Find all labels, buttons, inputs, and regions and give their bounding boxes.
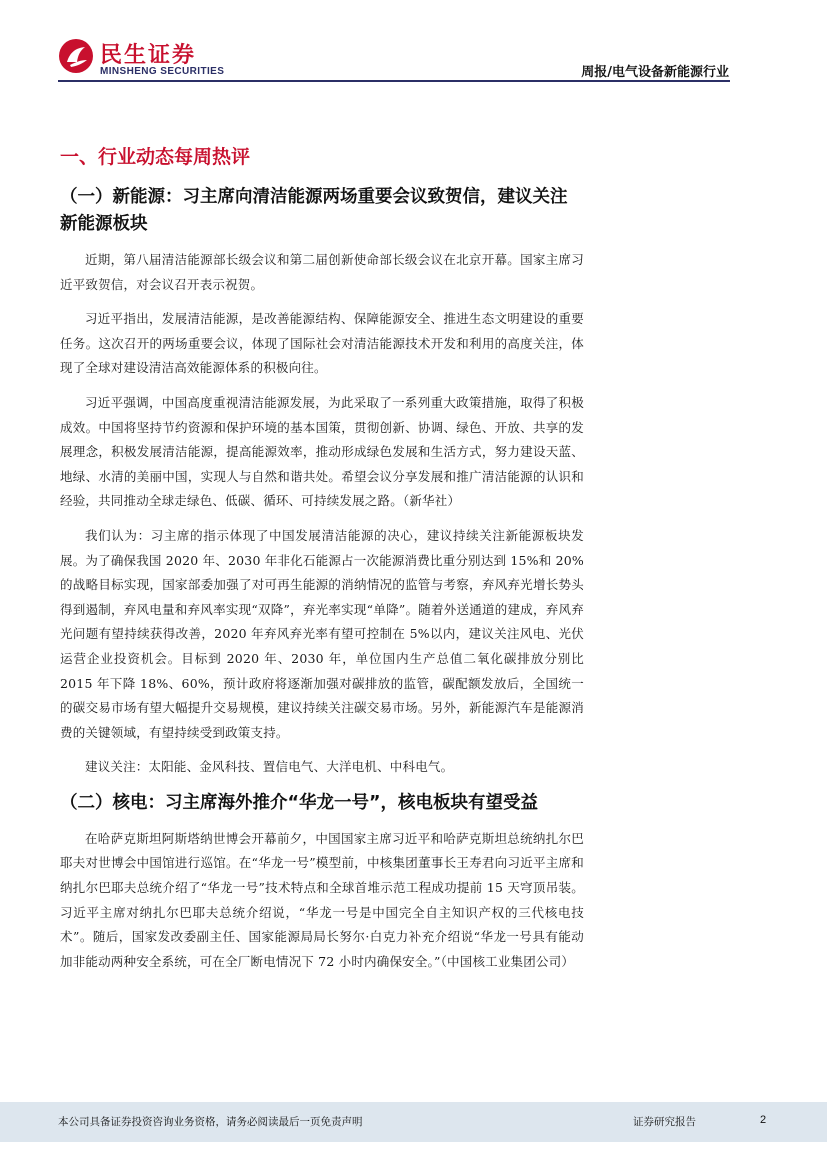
paragraph-recommendation: 建议关注：太阳能、金风科技、置信电气、大洋电机、中科电气。 [85,759,454,775]
report-category: 周报/电气设备新能源行业 [581,65,729,80]
paragraph: 在哈萨克斯坦阿斯塔纳世博会开幕前夕，中国国家主席习近平和哈萨克斯坦总统纳扎尔巴耶夫对世博会中国馆进行巡馆。在“华龙一号”模型前，中核集团董事长王寿君向习近平主席和纳扎尔巴耶夫总统介绍了“华龙一号”技术特点和全球首堆示范工程成功提前 15 天穹顶吊装。习近平主席对纳扎尔巴耶夫总统介绍说，“华龙一号是中国完全自主知识产权的三代核电技术”。随后，国家发改委副主任、国家能源局局长努尔·白克力补充介绍说“华龙一号具有能动加非能动两种安全系统，可在全厂断电情况下 72 小时内确保安全。”（中国核工业集团公司） [60,830,584,969]
paragraph: 习近平强调，中国高度重视清洁能源发展，为此采取了一系列重大政策措施，取得了积极成效。中国将坚持节约资源和保护环境的基本国策，贯彻创新、协调、绿色、开放、共享的发展理念，积极发展清洁能源，提高能源效率，推动形成绿色发展和生活方式，努力建设天蓝、地绿、水清的美丽中国，实现人与自然和谐共处。希望会议分享发展和推广清洁能源的认识和经验，共同推动全球走绿色、低碳、循环、可持续发展之路。（新华社） [60,394,584,509]
logo-text-cn: 民生证券 [100,43,197,68]
logo-text-en: MINSHENG SECURITIES [100,66,225,77]
section-title: 一、行业动态每周热评 [60,146,251,168]
footer-report-type: 证券研究报告 [633,1116,696,1128]
footer-disclaimer: 本公司具备证券投资咨询业务资格，请务必阅读最后一页免责声明 [58,1116,363,1128]
paragraph: 习近平指出，发展清洁能源，是改善能源结构、保障能源安全、推进生态文明建设的重要任务。这次召开的两场重要会议，体现了国际社会对清洁能源技术开发和利用的高度关注，体现了全球对建设清洁高效能源体系的积极向往。 [60,311,584,376]
page-number: 2 [760,1114,767,1126]
main-content [60,142,584,984]
page-header [0,0,827,90]
paragraph: 我们认为：习主席的指示体现了中国发展清洁能源的决心，建议持续关注新能源板块发展。为了确保我国 2020 年、2030 年非化石能源占一次能源消费比重分别达到 15%和 20%的战略目标实现，国家部委加强了对可再生能源的消纳情况的监管与考察，弃风弃光增长势头得到遏制，弃风电量和弃风率实现“双降”，弃光率实现“单降”。随着外送通道的建成，弃风弃光问题有望持续获得改善，2020 年弃风弃光率有望可控制在 5%以内，建议关注风电、光伏运营企业投资机会。目标到 2020 年、2030 年，单位国内生产总值二氧化碳排放分别比 2015 年下降 18%、60%，预计政府将逐渐加强对碳排放的监管，碳配额发放后，全国统一的碳交易市场有望大幅提升交易规模，建议持续关注碳交易市场。另外，新能源汽车是能源消费的关键领域，有望持续受到政策支持。 [60,527,584,740]
minsheng-logo-icon [58,38,94,74]
header-divider [58,80,730,82]
page-footer [0,1102,827,1142]
subsection-title-nuclear: （二）核电：习主席海外推介“华龙一号”，核电板块有望受益 [60,792,539,813]
subsection-title-new-energy: （一）新能源：习主席向清洁能源两场重要会议致贺信，建议关注新能源板块 [60,187,568,234]
paragraph: 近期，第八届清洁能源部长级会议和第二届创新使命部长级会议在北京开幕。国家主席习近平致贺信，对会议召开表示祝贺。 [60,252,584,292]
